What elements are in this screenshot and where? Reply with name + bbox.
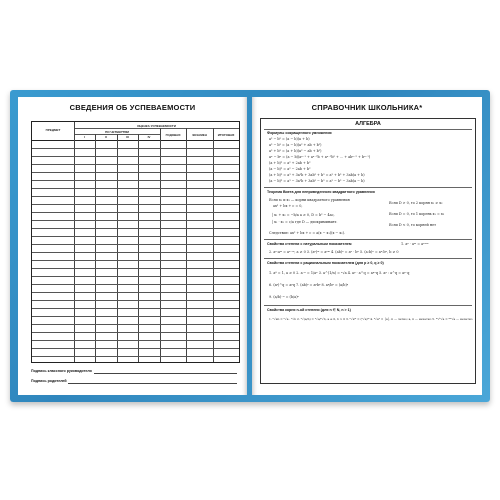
vieta-title: Теорема Виета для неприведенного квадратного уравнения xyxy=(267,190,375,194)
table-row-line xyxy=(32,252,239,253)
table-row-line xyxy=(32,332,239,333)
reference-page-title: СПРАВОЧНИК ШКОЛЬНИКА* xyxy=(311,103,423,112)
algebra-box xyxy=(260,118,476,384)
grades-page-title: СВЕДЕНИЯ ОБ УСПЕВАЕМОСТИ xyxy=(69,103,196,112)
header-year: ГОДОВАЯ xyxy=(165,133,181,137)
table-row-line xyxy=(32,348,239,349)
formula-line: a³ + b³ = (a + b)(a² − ab + b²) xyxy=(269,149,322,153)
discriminant-case: Если D < 0, то корней нет xyxy=(389,223,436,227)
vieta-line: │ x₁ · x₂ = c/a где D — дискриминант. xyxy=(271,220,338,224)
table-row-line xyxy=(32,300,239,301)
header-subject: ПРЕДМЕТ xyxy=(45,128,61,132)
table-row-line xyxy=(32,268,239,269)
header-bottom-rule xyxy=(32,140,239,141)
formula-line: 1. ⁿ√ab = ⁿ√a · ⁿ√b 2. ⁿ√(a/b) = ⁿ√a/ⁿ√b, a ≥ 0, b > 0 3. ⁿ√aᵐ = (ⁿ√a)ᵐ 4. ⁿ√aⁿ = │a│, n — четно; a, n — нечетно 5. ᵐ√ⁿ√a = ᵐⁿ√a — нечетно xyxy=(269,317,473,321)
header-quarter-3: III xyxy=(126,135,129,139)
table-row-line xyxy=(32,228,239,229)
table-row-line xyxy=(32,356,239,357)
formula-line: 1. a⁰ = 1, a ≠ 0 2. a⁻ⁿ = 1/aⁿ 3. a^(1/n) = ⁿ√a 4. aᵖ · a^q = aᵖ⁺q 5. aᵖ : a^q = aᵖ⁻q xyxy=(269,271,410,275)
vieta-line: Если x₁ и x₂ — корни квадратного уравнения xyxy=(269,198,350,202)
section-divider xyxy=(264,305,472,306)
abridged-multiplication-title: Формулы сокращенного умножения xyxy=(267,131,332,135)
table-row-line xyxy=(32,340,239,341)
section-divider xyxy=(264,129,472,130)
table-row-line xyxy=(32,276,239,277)
teacher-signature-line[interactable] xyxy=(94,373,237,374)
table-row-line xyxy=(32,156,239,157)
table-row-line xyxy=(32,324,239,325)
formula-line: a³ − b³ = (a − b)(a² + ab + b²) xyxy=(269,143,322,147)
table-row-line xyxy=(32,196,239,197)
vieta-line: │ x₁ + x₂ = −b/a a ≠ 0, D = b² − 4ac, xyxy=(271,213,335,217)
vieta-line: ax² + bx + c = 0, xyxy=(273,204,303,208)
column-line xyxy=(117,134,118,362)
table-row-line xyxy=(32,292,239,293)
table-row-line xyxy=(32,220,239,221)
grades-page xyxy=(18,97,247,395)
formula-line: (a − b)² = a² − 2ab + b² xyxy=(269,167,311,171)
formula-line: (a − b)³ = a³ − 3a²b + 3ab² − b³ = a³ − b³ − 3ab(a − b) xyxy=(269,179,365,183)
algebra-title: АЛГЕБРА xyxy=(355,121,381,127)
formula-line: a² − b² = (a − b)(a + b) xyxy=(269,137,310,141)
vieta-corollary: Следствие: ax² + bx + c = a(x − x₁)(x − x₂). xyxy=(269,231,346,235)
formula-line: aⁿ − bⁿ = (a − b)(aⁿ⁻¹ + aⁿ⁻²b + aⁿ⁻³b² + ... + abⁿ⁻² + bⁿ⁻¹) xyxy=(269,155,371,159)
parents-signature-line[interactable] xyxy=(68,383,237,384)
section-divider xyxy=(264,187,472,188)
formula-line: 6. (aᵖ)^q = aᵖq 7. (ab)ᵖ = aᵖbᵖ 8. aᵖ/bᵖ = (a/b)ᵖ xyxy=(269,283,349,287)
section-divider xyxy=(264,258,472,259)
grades-table xyxy=(31,121,240,363)
table-row-line xyxy=(32,172,239,173)
table-row-line xyxy=(32,284,239,285)
table-row-line xyxy=(32,148,239,149)
header-quarters: ПО ЧЕТВЕРТЯМ xyxy=(105,130,129,134)
table-row-line xyxy=(32,236,239,237)
header-exam: ЭКЗАМЕН xyxy=(192,133,207,137)
table-row-line xyxy=(32,260,239,261)
formula-line: (a + b)² = a² + 2ab + b² xyxy=(269,161,311,165)
header-divider xyxy=(74,128,239,129)
table-row-line xyxy=(32,244,239,245)
header-quarter-1: I xyxy=(84,135,85,139)
table-row-line xyxy=(32,308,239,309)
header-quarter-2: II xyxy=(105,135,107,139)
table-row-line xyxy=(32,164,239,165)
formula-line: (a + b)³ = a³ + 3a²b + 3ab² + b³ = a³ + b³ + 3ab(a + b) xyxy=(269,173,365,177)
discriminant-case: Если D > 0, то 2 корня x₁ ≠ x₂ xyxy=(389,201,443,205)
reference-page xyxy=(252,97,482,395)
column-line xyxy=(95,134,96,362)
rational-power-title: Свойства степени с рациональным показателем (для p ≥ 0, q ≥ 0) xyxy=(267,261,384,265)
formula-line: 2. aⁿ:aᵐ = aⁿ⁻ᵐ, a ≠ 0 3. (aⁿ)ᵐ = aⁿᵐ 4. (ab)ⁿ = aⁿ · bⁿ 5. (a:b)ⁿ = aⁿ:bⁿ, b ≠ 0 xyxy=(269,250,399,254)
column-line xyxy=(138,134,139,362)
formula-line: 9. (a/b)⁻ⁿ = (b/a)ⁿ xyxy=(269,295,299,299)
teacher-signature-label: Подпись классного руководителя xyxy=(31,369,92,373)
table-row-line xyxy=(32,316,239,317)
parents-signature-label: Подпись родителей xyxy=(31,379,67,383)
section-divider xyxy=(264,239,472,240)
formula-line: 1. aⁿ · aᵐ = aⁿ⁺ᵐ xyxy=(401,242,429,246)
table-row-line xyxy=(32,188,239,189)
table-row-line xyxy=(32,180,239,181)
column-line xyxy=(74,122,75,362)
header-grades: ОЦЕНКА УСПЕВАЕМОСТИ xyxy=(137,124,176,128)
root-title: Свойства корня n-ой степени (для n ∈ N, n > 1) xyxy=(267,308,351,312)
table-row-line xyxy=(32,204,239,205)
header-quarter-4: IV xyxy=(147,135,151,139)
natural-power-title: Свойства степени с натуральным показателем xyxy=(267,242,352,246)
discriminant-case: Если D = 0, то 1 корень x₁ = x₂ xyxy=(389,212,445,216)
header-final: ИТОГОВАЯ xyxy=(217,133,235,137)
table-row-line xyxy=(32,212,239,213)
